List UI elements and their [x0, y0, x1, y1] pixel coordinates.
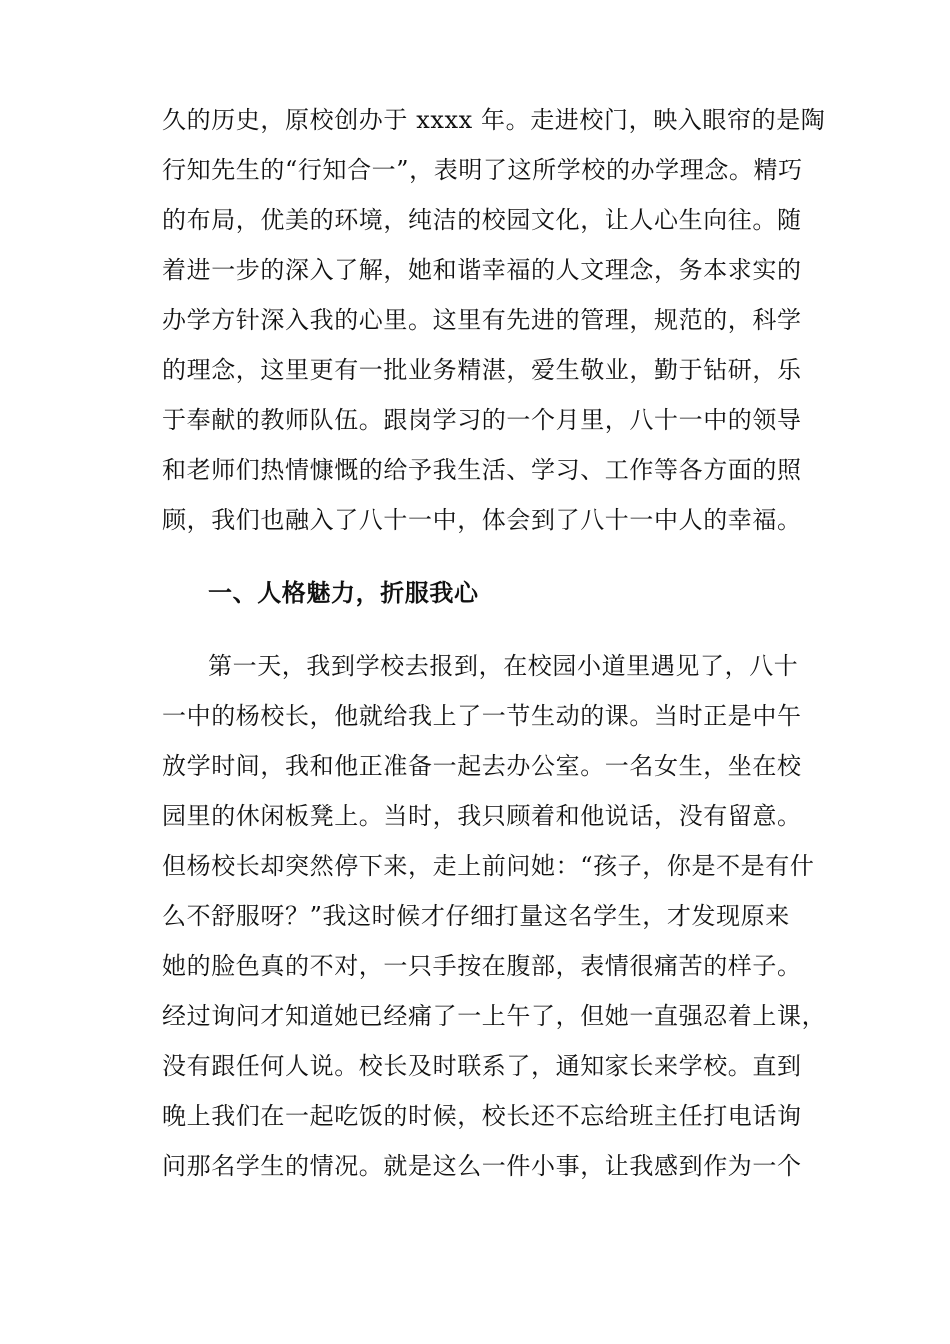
text-line: 经过询问才知道她已经痛了一上午了，但她一直强忍着上课， — [162, 1002, 827, 1030]
text-line: 的布局，优美的环境，纯洁的校园文化，让人心生向往。随 — [162, 206, 802, 234]
text-line: 的理念，这里更有一批业务精湛，爱生敬业，勤于钻研，乐 — [162, 356, 802, 384]
text-line: 么不舒服呀？”我这时候才仔细打量这名学生，才发现原来 — [162, 902, 790, 930]
text-line: 办学方针深入我的心里。这里有先进的管理，规范的，科学 — [162, 306, 802, 334]
text-line: 于奉献的教师队伍。跟岗学习的一个月里，八十一中的领导 — [162, 406, 802, 434]
text-line: 和老师们热情慷慨的给予我生活、学习、工作等各方面的照 — [162, 456, 802, 484]
text-line: 行知先生的“行知合一”，表明了这所学校的办学理念。精巧 — [162, 156, 803, 184]
text-line: 顾，我们也融入了八十一中，体会到了八十一中人的幸福。 — [162, 506, 802, 534]
text-line: 着进一步的深入了解，她和谐幸福的人文理念，务本求实的 — [162, 256, 802, 284]
text-line: 她的脸色真的不对，一只手按在腹部，表情很痛苦的样子。 — [162, 952, 802, 980]
text-line: 一中的杨校长，他就给我上了一节生动的课。当时正是中午 — [162, 702, 802, 730]
text-line: 久的历史，原校创办于 xxxx 年。走进校门，映入眼帘的是陶 — [162, 106, 826, 134]
section-heading: 一、人格魅力，折服我心 — [208, 579, 479, 607]
text-line: 放学时间，我和他正准备一起去办公室。一名女生，坐在校 — [162, 752, 802, 780]
text-line: 晚上我们在一起吃饭的时候，校长还不忘给班主任打电话询 — [162, 1102, 802, 1130]
text-line: 没有跟任何人说。校长及时联系了，通知家长来学校。直到 — [162, 1052, 802, 1080]
text-line: 园里的休闲板凳上。当时，我只顾着和他说话，没有留意。 — [162, 802, 802, 830]
text-line: 问那名学生的情况。就是这么一件小事，让我感到作为一个 — [162, 1152, 802, 1180]
text-line: 第一天，我到学校去报到，在校园小道里遇见了，八十 — [208, 652, 799, 680]
text-line: 但杨校长却突然停下来，走上前问她：“孩子，你是不是有什 — [162, 852, 815, 880]
